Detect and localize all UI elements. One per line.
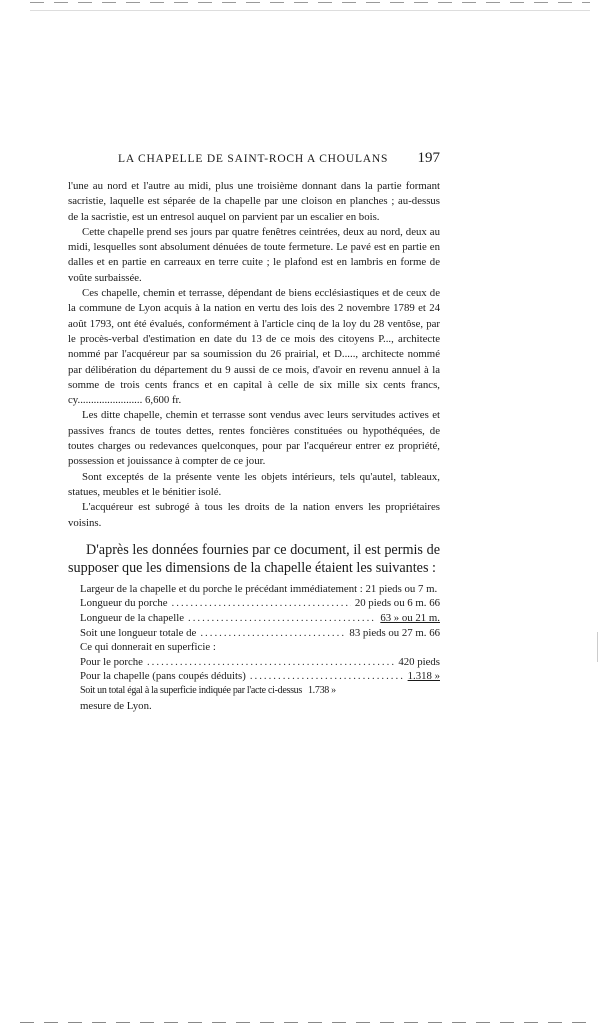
- paragraph: Cette chapelle prend ses jours par quatre fenêtres ceintrées, deux au nord, deux au midi, lesquelles sont absolument dénuées de toute fermeture. Le pavé est en partie en dalles et en partie en carreaux en terre cuite ; le plafond est en lambris en forme de voûte surbaissée.: [68, 225, 440, 284]
- leader-dots: [200, 626, 345, 641]
- dimensions-intro: Largeur de la chapelle et du porche le précédant immédiatement : 21 pieds ou 7 m.: [80, 582, 438, 595]
- top-rule: [30, 10, 590, 11]
- dimension-value: 63 » ou 21 m.: [380, 612, 440, 625]
- surface-row: [68, 655, 440, 670]
- page-number: 197: [417, 150, 440, 166]
- surface-value: 1.738 »: [307, 684, 336, 696]
- dimension-value: 83 pieds ou 27 m. 66: [349, 626, 440, 639]
- body-text: [68, 179, 440, 531]
- dimension-value: 20 pieds ou 6 m. 66: [354, 597, 440, 610]
- dimension-row: [68, 611, 440, 626]
- surface-label: Pour le porche: [80, 655, 143, 668]
- dimension-row: [68, 596, 440, 611]
- measure-note: mesure de Lyon.: [80, 699, 152, 712]
- surface-value: 420 pieds: [398, 655, 440, 668]
- surface-value: 1.318 »: [407, 670, 440, 683]
- surface-label: Pour la chapelle (pans coupés déduits): [80, 670, 246, 683]
- paragraph: Sont exceptés de la présente vente les objets intérieurs, tels qu'autel, tableaux, statues, meubles et le bénitier isolé.: [68, 470, 440, 498]
- paragraph: L'acquéreur est subrogé à tous les droits de la nation envers les propriétaires voisins.: [68, 501, 440, 529]
- paragraph: Les ditte chapelle, chemin et terrasse sont vendus avec leurs servitudes actives et passives francs de toutes dettes, rentes foncières constituées ou hypothéquées, de toutes charges ou redevances quelconques, pour par l'acquéreur entrer ez propriété, possession et jouissance à compter de ce jour.: [68, 409, 440, 468]
- commentary-paragraph: D'après les données fournies par ce document, il est permis de supposer que les dimensions de la chapelle étaient les suivantes :: [68, 541, 440, 577]
- surface-intro: Ce qui donnerait en superficie :: [80, 641, 216, 654]
- surface-label: Soit un total égal à la superficie indiquée par l'acte ci-dessus: [80, 684, 302, 696]
- running-head: [118, 150, 440, 167]
- bottom-scan-edge: [20, 1022, 590, 1023]
- dimension-label: Longueur de la chapelle: [80, 612, 185, 625]
- commentary: [68, 541, 440, 578]
- surface-row: [68, 669, 440, 684]
- leader-dots: [172, 596, 351, 611]
- book-page: [68, 150, 440, 713]
- paragraph: l'une au nord et l'autre au midi, plus une troisième donnant dans la partie formant sacristie, laquelle est séparée de la chapelle par une cloison en planches ; au-dessus de la sacristie, est un entresol auquel on parvient par un escalier en bois.: [68, 180, 440, 223]
- dimension-row: [68, 626, 440, 641]
- paragraph: Ces chapelle, chemin et terrasse, dépendant de biens ecclésiastiques et de ceux de la commune de Lyon acquis à la nation en vertu des lois des 2 novembre 1789 et 24 août 1793, ont été évalués, conformément à l'article cinq de la loy du 28 ventôse, par le procès-verbal d'estimation en date du 13 de ce mois des citoyens P..., architecte nommé par l'acquéreur par sa soumission du 26 prairial, et D....., architecte nommé par délibération du département du 9 aussi de ce mois, d'avoir en revenu annuel à la somme de trois cents francs et en capital à celle de six mille six cents francs, cy........................ 6,600 fr.: [68, 287, 440, 407]
- dimension-label: Soit une longueur totale de: [80, 626, 197, 639]
- leader-dots: [147, 655, 394, 670]
- surface-row: [68, 684, 440, 699]
- scan-margin-mark: [597, 632, 598, 662]
- dimensions-list: [68, 582, 440, 713]
- dimension-label: Longueur du porche: [80, 597, 168, 610]
- top-scan-edge: [30, 2, 590, 3]
- leader-dots: [250, 669, 404, 684]
- leader-dots: [188, 611, 376, 626]
- running-title: LA CHAPELLE DE SAINT-ROCH A CHOULANS: [118, 153, 389, 165]
